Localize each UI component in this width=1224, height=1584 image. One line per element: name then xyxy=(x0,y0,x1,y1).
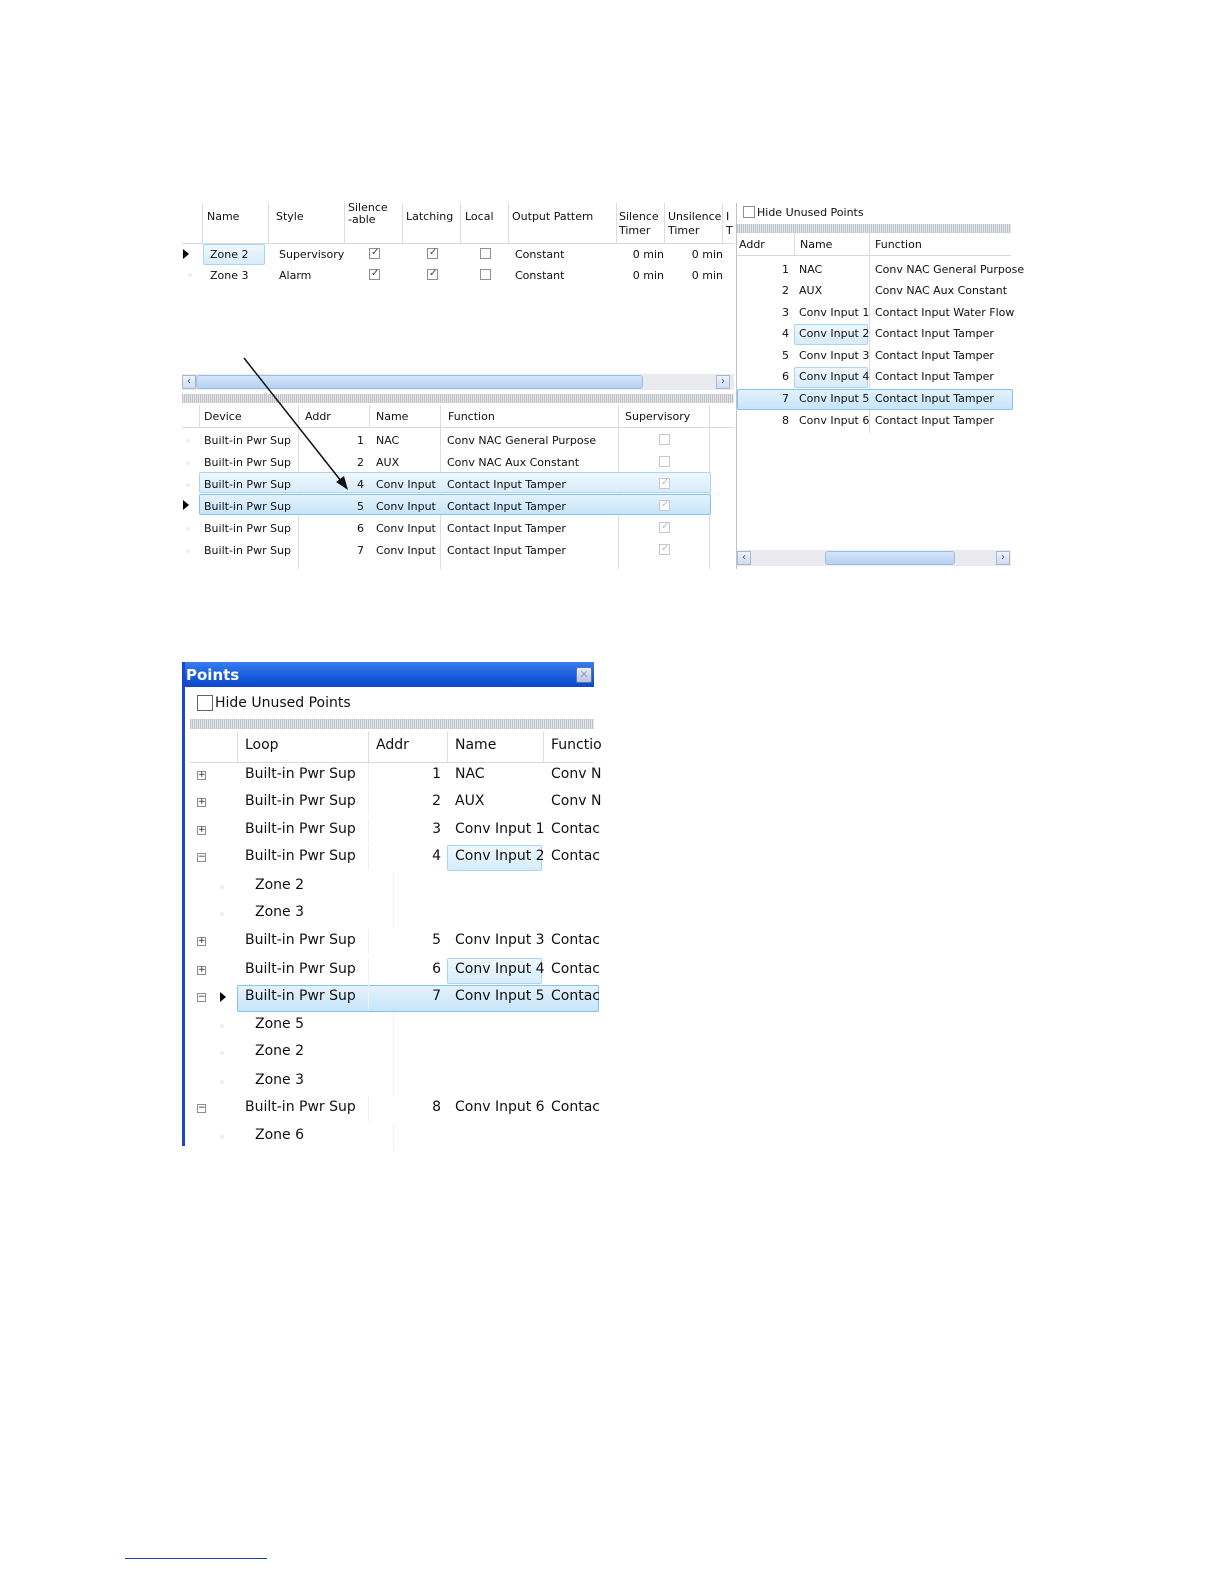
name-cell: Conv Input 6 xyxy=(799,414,870,427)
addr-cell: 7 xyxy=(357,544,364,557)
function-cell: Conv NAC General Purpose xyxy=(875,263,1025,276)
right-points-panel xyxy=(736,203,1025,569)
function-cell: Conv N xyxy=(551,766,602,782)
zone-cell: Zone 2 xyxy=(255,1043,304,1059)
col-header-loop[interactable]: Loop xyxy=(245,737,279,753)
col-header-supervisory[interactable]: Supervisory xyxy=(625,410,691,423)
function-cell: Conv NAC Aux Constant xyxy=(875,284,1008,297)
name-cell: Conv Input 1 xyxy=(799,306,870,319)
loop-cell: Built-in Pwr Sup xyxy=(245,1099,356,1115)
addr-cell: 2 xyxy=(357,456,364,469)
col-header-silenceable[interactable]: Silence -able xyxy=(348,201,388,226)
zone-style-cell[interactable]: Supervisory xyxy=(279,248,345,261)
col-header-name[interactable]: Name xyxy=(455,737,497,753)
unsilence-timer-cell[interactable]: 0 min xyxy=(691,248,723,261)
function-cell: Conv NAC General Purpose xyxy=(447,434,597,447)
silenceable-checkbox[interactable]: ✓ xyxy=(371,268,380,279)
loop-cell: Built-in Pwr Sup xyxy=(245,932,356,948)
name-cell: Conv Input 3 xyxy=(799,349,870,362)
device-cell: Built-in Pwr Sup xyxy=(204,500,292,513)
points-title-bar[interactable] xyxy=(185,662,594,687)
top-screenshot xyxy=(182,201,1025,569)
addr-cell: 6 xyxy=(432,961,441,977)
name-cell: Conv Input xyxy=(376,500,436,513)
zone-name-cell[interactable]: Zone 3 xyxy=(210,269,249,282)
name-cell: Conv Input 3 xyxy=(455,932,545,948)
name-cell: AUX xyxy=(799,284,823,297)
silence-timer-cell[interactable]: 0 min xyxy=(632,248,664,261)
col-header-style[interactable]: Style xyxy=(276,210,304,223)
name-cell: AUX xyxy=(455,793,485,809)
name-cell: NAC xyxy=(455,766,485,782)
addr-cell: 5 xyxy=(432,932,441,948)
collapse-icon[interactable]: − xyxy=(198,992,206,1002)
scroll-left-button[interactable]: ‹ xyxy=(737,551,751,565)
device-cell: Built-in Pwr Sup xyxy=(204,456,292,469)
expand-icon[interactable]: + xyxy=(198,965,206,975)
loop-cell: Built-in Pwr Sup xyxy=(245,988,356,1004)
function-cell: Contact Input Tamper xyxy=(875,349,994,362)
points-window xyxy=(182,662,602,1146)
function-cell: Contact Input Tamper xyxy=(447,522,566,535)
device-cell: Built-in Pwr Sup xyxy=(204,434,292,447)
name-cell: Conv Input xyxy=(376,478,436,491)
current-row-marker xyxy=(220,992,226,1002)
addr-cell: 4 xyxy=(357,478,364,491)
function-cell: Contact Input Water Flow xyxy=(875,306,1015,319)
addr-cell: 7 xyxy=(782,392,789,405)
expand-icon[interactable]: + xyxy=(198,770,206,780)
name-cell: NAC xyxy=(799,263,823,276)
addr-cell: 2 xyxy=(432,793,441,809)
function-cell: Contact Input Tamper xyxy=(447,544,566,557)
name-cell: Conv Input xyxy=(376,544,436,557)
col-header-function[interactable]: Function xyxy=(448,410,495,423)
hide-unused-points-checkbox[interactable] xyxy=(743,206,755,218)
function-cell: Contact Input Tamper xyxy=(875,370,994,383)
loop-cell: Built-in Pwr Sup xyxy=(245,821,356,837)
loop-cell: Built-in Pwr Sup xyxy=(245,766,356,782)
latching-checkbox[interactable]: ✓ xyxy=(429,247,438,258)
latching-checkbox[interactable]: ✓ xyxy=(429,268,438,279)
zone-cell: Zone 3 xyxy=(255,1072,304,1088)
addr-cell: 3 xyxy=(432,821,441,837)
function-cell: Contac xyxy=(551,988,600,1004)
supervisory-checkbox[interactable]: ✓ xyxy=(661,477,670,488)
function-cell: Conv N xyxy=(551,793,602,809)
zone-cell: Zone 6 xyxy=(255,1127,304,1143)
function-cell: Contact Input Tamper xyxy=(875,392,994,405)
col-header-name[interactable]: Name xyxy=(207,210,240,223)
addr-cell: 6 xyxy=(782,370,789,383)
name-cell: Conv Input xyxy=(376,522,436,535)
device-cell: Built-in Pwr Sup xyxy=(204,522,292,535)
expand-icon[interactable]: + xyxy=(198,936,206,946)
addr-cell: 5 xyxy=(782,349,789,362)
supervisory-checkbox[interactable]: ✓ xyxy=(661,543,670,554)
name-cell: Conv Input 4 xyxy=(455,961,545,977)
function-cell: Contac xyxy=(551,932,600,948)
name-cell: Conv Input 1 xyxy=(455,821,545,837)
collapse-icon[interactable]: − xyxy=(198,1103,206,1113)
supervisory-checkbox[interactable]: ✓ xyxy=(661,499,670,510)
col-header-addr[interactable]: Addr xyxy=(305,410,331,423)
function-cell: Contac xyxy=(551,848,600,864)
addr-cell: 8 xyxy=(432,1099,441,1115)
col-header-silence-timer[interactable]: Silence Timer xyxy=(619,210,659,237)
expand-icon[interactable]: + xyxy=(198,797,206,807)
name-cell: Conv Input 6 xyxy=(455,1099,545,1115)
function-cell: Contac xyxy=(551,1099,600,1115)
addr-cell: 8 xyxy=(782,414,789,427)
col-header-latching[interactable]: Latching xyxy=(406,210,454,223)
zone-cell: Zone 3 xyxy=(255,904,304,920)
zone-cell: Zone 2 xyxy=(255,877,304,893)
name-cell: Conv Input 5 xyxy=(799,392,870,405)
addr-cell: 1 xyxy=(432,766,441,782)
col-header-output-pattern[interactable]: Output Pattern xyxy=(512,210,594,223)
collapse-icon[interactable]: − xyxy=(198,852,206,862)
function-cell: Contact Input Tamper xyxy=(447,478,566,491)
panel-splitter[interactable] xyxy=(737,224,1011,233)
addr-cell: 1 xyxy=(357,434,364,447)
col-header-function[interactable]: Function xyxy=(875,238,922,251)
addr-cell: 4 xyxy=(432,848,441,864)
zone-cell: Zone 5 xyxy=(255,1016,304,1032)
name-cell: Conv Input 2 xyxy=(799,327,870,340)
function-cell: Contact Input Tamper xyxy=(875,327,994,340)
addr-cell: 6 xyxy=(357,522,364,535)
col-header-addr[interactable]: Addr xyxy=(739,238,765,251)
loop-cell: Built-in Pwr Sup xyxy=(245,961,356,977)
col-header-function[interactable]: Functio xyxy=(551,737,602,753)
col-header-unsilence-timer[interactable]: Unsilence Timer xyxy=(668,210,722,237)
device-cell: Built-in Pwr Sup xyxy=(204,478,292,491)
expand-icon[interactable]: + xyxy=(198,825,206,835)
function-cell: Contact Input Tamper xyxy=(447,500,566,513)
name-cell: AUX xyxy=(376,456,400,469)
function-cell: Contac xyxy=(551,821,600,837)
output-pattern-cell[interactable]: Constant xyxy=(515,269,565,282)
unsilence-timer-cell[interactable]: 0 min xyxy=(691,269,723,282)
loop-cell: Built-in Pwr Sup xyxy=(245,848,356,864)
col-header-device[interactable]: Device xyxy=(204,410,242,423)
name-cell: Conv Input 4 xyxy=(799,370,870,383)
hide-unused-points-label: Hide Unused Points xyxy=(215,695,351,711)
function-cell: Conv NAC Aux Constant xyxy=(447,456,580,469)
device-cell: Built-in Pwr Sup xyxy=(204,544,292,557)
addr-cell: 5 xyxy=(357,500,364,513)
footnote-rule xyxy=(125,1558,267,1559)
scrollbar-thumb[interactable] xyxy=(825,551,955,565)
loop-cell: Built-in Pwr Sup xyxy=(245,793,356,809)
addr-cell: 1 xyxy=(782,263,789,276)
name-cell: Conv Input 2 xyxy=(455,848,545,864)
zone-name-cell[interactable]: Zone 2 xyxy=(210,248,249,261)
close-icon[interactable]: ✕ xyxy=(576,667,592,683)
supervisory-checkbox[interactable]: ✓ xyxy=(661,521,670,532)
addr-cell: 2 xyxy=(782,284,789,297)
addr-cell: 7 xyxy=(432,988,441,1004)
points-window-title: Points xyxy=(186,666,240,684)
silence-timer-cell[interactable]: 0 min xyxy=(632,269,664,282)
scroll-right-button[interactable]: › xyxy=(996,551,1010,565)
col-header-local[interactable]: Local xyxy=(465,210,494,223)
hide-unused-points-label: Hide Unused Points xyxy=(757,206,864,219)
function-cell: Contac xyxy=(551,961,600,977)
scroll-left-button[interactable]: ‹ xyxy=(182,375,196,389)
col-header-truncated[interactable]: I T xyxy=(726,210,733,237)
annotation-arrow xyxy=(182,203,734,569)
name-cell: Conv Input 5 xyxy=(455,988,545,1004)
hide-unused-points-checkbox[interactable] xyxy=(197,695,213,711)
addr-cell: 3 xyxy=(782,306,789,319)
name-cell: NAC xyxy=(376,434,400,447)
scroll-right-button[interactable]: › xyxy=(716,375,730,389)
col-header-addr[interactable]: Addr xyxy=(376,737,409,753)
col-header-name[interactable]: Name xyxy=(800,238,833,251)
col-header-name[interactable]: Name xyxy=(376,410,409,423)
zone-style-cell[interactable]: Alarm xyxy=(279,269,312,282)
panel-splitter[interactable] xyxy=(190,719,594,729)
addr-cell: 4 xyxy=(782,327,789,340)
silenceable-checkbox[interactable]: ✓ xyxy=(371,247,380,258)
output-pattern-cell[interactable]: Constant xyxy=(515,248,565,261)
function-cell: Contact Input Tamper xyxy=(875,414,994,427)
